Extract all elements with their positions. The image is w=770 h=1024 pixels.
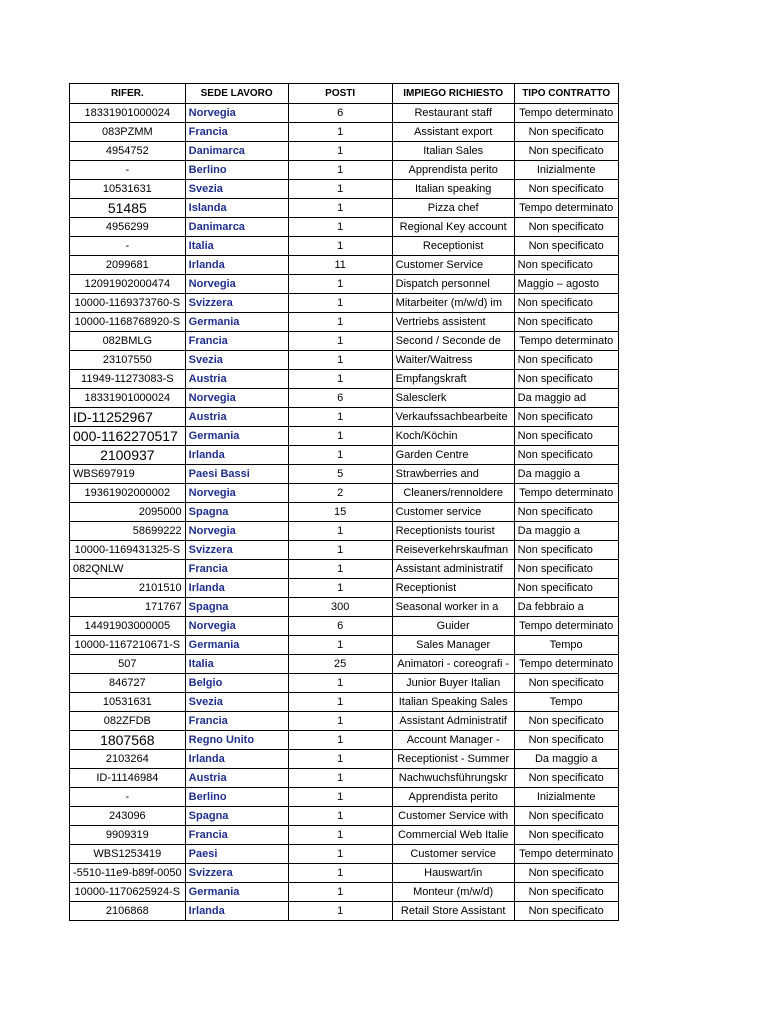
table-row — [70, 503, 619, 522]
contratto-cell: Non specificato — [514, 731, 618, 750]
impiego-cell: Receptionist — [392, 579, 514, 598]
ref-cell: 12091902000474 — [70, 275, 186, 294]
table-row — [70, 883, 619, 902]
table-row — [70, 541, 619, 560]
impiego-cell: Apprendista perito — [392, 161, 514, 180]
ref-cell: -5510-11e9-b89f-0050 — [70, 864, 186, 883]
ref-cell: 082QNLW — [70, 560, 186, 579]
posti-cell: 1 — [288, 845, 392, 864]
posti-cell: 2 — [288, 484, 392, 503]
sede-cell: Norvegia — [185, 104, 288, 123]
table-row — [70, 218, 619, 237]
sede-cell: Belgio — [185, 674, 288, 693]
impiego-cell: Koch/Köchin — [392, 427, 514, 446]
posti-cell: 15 — [288, 503, 392, 522]
posti-cell: 1 — [288, 408, 392, 427]
contratto-cell: Non specificato — [514, 902, 618, 921]
ref-cell: 243096 — [70, 807, 186, 826]
impiego-cell: Commercial Web Italie — [392, 826, 514, 845]
ref-cell: - — [70, 161, 186, 180]
contratto-cell: Non specificato — [514, 446, 618, 465]
ref-cell: 507 — [70, 655, 186, 674]
posti-cell: 6 — [288, 389, 392, 408]
impiego-cell: Assistant export — [392, 123, 514, 142]
ref-cell: 2100937 — [70, 446, 186, 465]
job-listings-table — [69, 83, 619, 921]
posti-cell: 1 — [288, 522, 392, 541]
ref-cell: 171767 — [70, 598, 186, 617]
ref-cell: 000-1162270517 — [70, 427, 186, 446]
impiego-cell: Regional Key account — [392, 218, 514, 237]
table-row — [70, 427, 619, 446]
ref-cell: 18331901000024 — [70, 104, 186, 123]
posti-cell: 1 — [288, 446, 392, 465]
ref-cell: 10000-1170625924-S — [70, 883, 186, 902]
sede-cell: Svezia — [185, 351, 288, 370]
contratto-cell: Non specificato — [514, 218, 618, 237]
contratto-cell: Non specificato — [514, 142, 618, 161]
sede-cell: Francia — [185, 826, 288, 845]
ref-cell: WBS1253419 — [70, 845, 186, 864]
table-row — [70, 674, 619, 693]
sede-cell: Berlino — [185, 788, 288, 807]
table-row — [70, 807, 619, 826]
contratto-cell: Tempo determinato — [514, 655, 618, 674]
impiego-cell: Guider — [392, 617, 514, 636]
table-row — [70, 769, 619, 788]
posti-cell: 1 — [288, 693, 392, 712]
ref-cell: WBS697919 — [70, 465, 186, 484]
contratto-cell: Tempo determinato — [514, 617, 618, 636]
posti-cell: 6 — [288, 104, 392, 123]
contratto-cell: Non specificato — [514, 351, 618, 370]
table-row — [70, 294, 619, 313]
sede-cell: Irlanda — [185, 256, 288, 275]
sede-cell: Svizzera — [185, 541, 288, 560]
impiego-cell: Receptionist — [392, 237, 514, 256]
posti-cell: 1 — [288, 313, 392, 332]
impiego-cell: Cleaners/rennoldere — [392, 484, 514, 503]
sede-cell: Regno Unito — [185, 731, 288, 750]
impiego-cell: Reiseverkehrskaufman — [392, 541, 514, 560]
posti-cell: 1 — [288, 351, 392, 370]
impiego-cell: Animatori - coreografi - — [392, 655, 514, 674]
contratto-cell: Maggio – agosto — [514, 275, 618, 294]
contratto-cell: Non specificato — [514, 370, 618, 389]
ref-cell: 4956299 — [70, 218, 186, 237]
ref-cell: 2106868 — [70, 902, 186, 921]
table-row — [70, 465, 619, 484]
impiego-cell: Restaurant staff — [392, 104, 514, 123]
posti-cell: 1 — [288, 332, 392, 351]
impiego-cell: Customer Service with — [392, 807, 514, 826]
sede-cell: Spagna — [185, 807, 288, 826]
impiego-cell: Assistant Administratif — [392, 712, 514, 731]
column-header-sede-lavoro: SEDE LAVORO — [185, 84, 288, 104]
sede-cell: Spagna — [185, 598, 288, 617]
table-row — [70, 199, 619, 218]
sede-cell: Irlanda — [185, 902, 288, 921]
impiego-cell: Apprendista perito — [392, 788, 514, 807]
posti-cell: 1 — [288, 902, 392, 921]
posti-cell: 1 — [288, 427, 392, 446]
posti-cell: 1 — [288, 636, 392, 655]
column-header-rifer: RIFER. — [70, 84, 186, 104]
table-body — [70, 104, 619, 921]
posti-cell: 1 — [288, 579, 392, 598]
impiego-cell: Monteur (m/w/d) — [392, 883, 514, 902]
table-row — [70, 826, 619, 845]
table-row — [70, 351, 619, 370]
sede-cell: Svizzera — [185, 864, 288, 883]
sede-cell: Berlino — [185, 161, 288, 180]
table-row — [70, 693, 619, 712]
table-row — [70, 389, 619, 408]
contratto-cell: Non specificato — [514, 826, 618, 845]
contratto-cell: Non specificato — [514, 503, 618, 522]
sede-cell: Spagna — [185, 503, 288, 522]
impiego-cell: Italian Speaking Sales — [392, 693, 514, 712]
contratto-cell: Non specificato — [514, 256, 618, 275]
ref-cell: 2095000 — [70, 503, 186, 522]
table-row — [70, 731, 619, 750]
sede-cell: Paesi Bassi — [185, 465, 288, 484]
impiego-cell: Empfangskraft — [392, 370, 514, 389]
posti-cell: 1 — [288, 674, 392, 693]
sede-cell: Islanda — [185, 199, 288, 218]
posti-cell: 1 — [288, 750, 392, 769]
posti-cell: 1 — [288, 864, 392, 883]
table-row — [70, 864, 619, 883]
ref-cell: 4954752 — [70, 142, 186, 161]
impiego-cell: Customer service — [392, 845, 514, 864]
posti-cell: 1 — [288, 161, 392, 180]
posti-cell: 1 — [288, 142, 392, 161]
contratto-cell: Tempo — [514, 693, 618, 712]
impiego-cell: Hauswart/in — [392, 864, 514, 883]
impiego-cell: Mitarbeiter (m/w/d) im — [392, 294, 514, 313]
impiego-cell: Garden Centre — [392, 446, 514, 465]
posti-cell: 300 — [288, 598, 392, 617]
contratto-cell: Non specificato — [514, 180, 618, 199]
sede-cell: Irlanda — [185, 750, 288, 769]
table-row — [70, 655, 619, 674]
impiego-cell: Salesclerk — [392, 389, 514, 408]
impiego-cell: Sales Manager — [392, 636, 514, 655]
ref-cell: 51485 — [70, 199, 186, 218]
posti-cell: 1 — [288, 123, 392, 142]
contratto-cell: Non specificato — [514, 864, 618, 883]
impiego-cell: Receptionists tourist — [392, 522, 514, 541]
impiego-cell: Junior Buyer Italian — [392, 674, 514, 693]
sede-cell: Norvegia — [185, 275, 288, 294]
contratto-cell: Non specificato — [514, 674, 618, 693]
posti-cell: 1 — [288, 199, 392, 218]
contratto-cell: Non specificato — [514, 541, 618, 560]
impiego-cell: Pizza chef — [392, 199, 514, 218]
impiego-cell: Dispatch personnel — [392, 275, 514, 294]
ref-cell: 10000-1169431325-S — [70, 541, 186, 560]
column-header-posti: POSTI — [288, 84, 392, 104]
contratto-cell: Tempo determinato — [514, 332, 618, 351]
contratto-cell: Tempo determinato — [514, 484, 618, 503]
contratto-cell: Da maggio ad — [514, 389, 618, 408]
ref-cell: 58699222 — [70, 522, 186, 541]
sede-cell: Svezia — [185, 180, 288, 199]
table-row — [70, 617, 619, 636]
contratto-cell: Non specificato — [514, 427, 618, 446]
table-row — [70, 845, 619, 864]
ref-cell: 10000-1168768920-S — [70, 313, 186, 332]
ref-cell: 082BMLG — [70, 332, 186, 351]
impiego-cell: Assistant administratif — [392, 560, 514, 579]
contratto-cell: Tempo determinato — [514, 104, 618, 123]
ref-cell: 10531631 — [70, 180, 186, 199]
posti-cell: 1 — [288, 275, 392, 294]
sede-cell: Germania — [185, 427, 288, 446]
contratto-cell: Tempo determinato — [514, 199, 618, 218]
ref-cell: 11949-11273083-S — [70, 370, 186, 389]
table-row — [70, 560, 619, 579]
contratto-cell: Da maggio a — [514, 522, 618, 541]
table-row — [70, 104, 619, 123]
column-header-impiego-richiesto: IMPIEGO RICHIESTO — [392, 84, 514, 104]
posti-cell: 5 — [288, 465, 392, 484]
ref-cell: - — [70, 237, 186, 256]
posti-cell: 11 — [288, 256, 392, 275]
table-row — [70, 446, 619, 465]
table-row — [70, 123, 619, 142]
impiego-cell: Nachwuchsführungskr — [392, 769, 514, 788]
sede-cell: Paesi — [185, 845, 288, 864]
table-row — [70, 788, 619, 807]
table-row — [70, 142, 619, 161]
sede-cell: Italia — [185, 655, 288, 674]
ref-cell: - — [70, 788, 186, 807]
posti-cell: 1 — [288, 294, 392, 313]
sede-cell: Norvegia — [185, 484, 288, 503]
table-row — [70, 180, 619, 199]
posti-cell: 1 — [288, 712, 392, 731]
contratto-cell: Non specificato — [514, 294, 618, 313]
ref-cell: 14491903000005 — [70, 617, 186, 636]
impiego-cell: Receptionist - Summer — [392, 750, 514, 769]
table-row — [70, 598, 619, 617]
posti-cell: 1 — [288, 180, 392, 199]
posti-cell: 1 — [288, 218, 392, 237]
ref-cell: ID-11146984 — [70, 769, 186, 788]
impiego-cell: Account Manager - — [392, 731, 514, 750]
contratto-cell: Tempo determinato — [514, 845, 618, 864]
impiego-cell: Verkaufssachbearbeite — [392, 408, 514, 427]
contratto-cell: Inizialmente — [514, 788, 618, 807]
impiego-cell: Vertriebs assistent — [392, 313, 514, 332]
ref-cell: 10000-1169373760-S — [70, 294, 186, 313]
posti-cell: 1 — [288, 807, 392, 826]
sede-cell: Francia — [185, 560, 288, 579]
contratto-cell: Da febbraio a — [514, 598, 618, 617]
table-row — [70, 579, 619, 598]
contratto-cell: Non specificato — [514, 579, 618, 598]
table-row — [70, 408, 619, 427]
table-row — [70, 712, 619, 731]
impiego-cell: Customer service — [392, 503, 514, 522]
ref-cell: 1807568 — [70, 731, 186, 750]
contratto-cell: Non specificato — [514, 883, 618, 902]
ref-cell: 9909319 — [70, 826, 186, 845]
impiego-cell: Italian speaking — [392, 180, 514, 199]
posti-cell: 1 — [288, 541, 392, 560]
sede-cell: Norvegia — [185, 617, 288, 636]
contratto-cell: Tempo — [514, 636, 618, 655]
sede-cell: Austria — [185, 769, 288, 788]
contratto-cell: Non specificato — [514, 560, 618, 579]
ref-cell: 082ZFDB — [70, 712, 186, 731]
sede-cell: Italia — [185, 237, 288, 256]
sede-cell: Francia — [185, 332, 288, 351]
posti-cell: 1 — [288, 883, 392, 902]
impiego-cell: Second / Seconde de — [392, 332, 514, 351]
impiego-cell: Strawberries and — [392, 465, 514, 484]
sede-cell: Germania — [185, 313, 288, 332]
column-header-tipo-contratto: TIPO CONTRATTO — [514, 84, 618, 104]
ref-cell: ID-11252967 — [70, 408, 186, 427]
table-row — [70, 484, 619, 503]
sede-cell: Svezia — [185, 693, 288, 712]
ref-cell: 19361902000002 — [70, 484, 186, 503]
sede-cell: Irlanda — [185, 579, 288, 598]
table-row — [70, 902, 619, 921]
table-row — [70, 636, 619, 655]
posti-cell: 1 — [288, 769, 392, 788]
table-row — [70, 237, 619, 256]
contratto-cell: Non specificato — [514, 408, 618, 427]
ref-cell: 846727 — [70, 674, 186, 693]
contratto-cell: Non specificato — [514, 123, 618, 142]
header-row — [70, 84, 619, 104]
ref-cell: 2099681 — [70, 256, 186, 275]
sede-cell: Norvegia — [185, 522, 288, 541]
posti-cell: 1 — [288, 370, 392, 389]
table-row — [70, 256, 619, 275]
posti-cell: 1 — [288, 237, 392, 256]
impiego-cell: Seasonal worker in a — [392, 598, 514, 617]
posti-cell: 1 — [288, 826, 392, 845]
sede-cell: Francia — [185, 123, 288, 142]
table-row — [70, 332, 619, 351]
contratto-cell: Non specificato — [514, 712, 618, 731]
sede-cell: Svizzera — [185, 294, 288, 313]
table-row — [70, 313, 619, 332]
ref-cell: 10531631 — [70, 693, 186, 712]
sede-cell: Germania — [185, 636, 288, 655]
sede-cell: Irlanda — [185, 446, 288, 465]
posti-cell: 1 — [288, 560, 392, 579]
ref-cell: 23107550 — [70, 351, 186, 370]
table-row — [70, 750, 619, 769]
impiego-cell: Customer Service — [392, 256, 514, 275]
posti-cell: 6 — [288, 617, 392, 636]
impiego-cell: Italian Sales — [392, 142, 514, 161]
sede-cell: Norvegia — [185, 389, 288, 408]
contratto-cell: Da maggio a — [514, 750, 618, 769]
contratto-cell: Non specificato — [514, 313, 618, 332]
sede-cell: Austria — [185, 370, 288, 389]
sede-cell: Danimarca — [185, 218, 288, 237]
ref-cell: 083PZMM — [70, 123, 186, 142]
sede-cell: Austria — [185, 408, 288, 427]
contratto-cell: Non specificato — [514, 807, 618, 826]
sede-cell: Danimarca — [185, 142, 288, 161]
ref-cell: 10000-1167210671-S — [70, 636, 186, 655]
impiego-cell: Waiter/Waitress — [392, 351, 514, 370]
table-row — [70, 522, 619, 541]
table-row — [70, 275, 619, 294]
ref-cell: 2103264 — [70, 750, 186, 769]
posti-cell: 25 — [288, 655, 392, 674]
contratto-cell: Da maggio a — [514, 465, 618, 484]
posti-cell: 1 — [288, 731, 392, 750]
posti-cell: 1 — [288, 788, 392, 807]
contratto-cell: Non specificato — [514, 769, 618, 788]
table-row — [70, 370, 619, 389]
contratto-cell: Inizialmente — [514, 161, 618, 180]
impiego-cell: Retail Store Assistant — [392, 902, 514, 921]
table-row — [70, 161, 619, 180]
ref-cell: 2101510 — [70, 579, 186, 598]
sede-cell: Germania — [185, 883, 288, 902]
ref-cell: 18331901000024 — [70, 389, 186, 408]
contratto-cell: Non specificato — [514, 237, 618, 256]
sede-cell: Francia — [185, 712, 288, 731]
